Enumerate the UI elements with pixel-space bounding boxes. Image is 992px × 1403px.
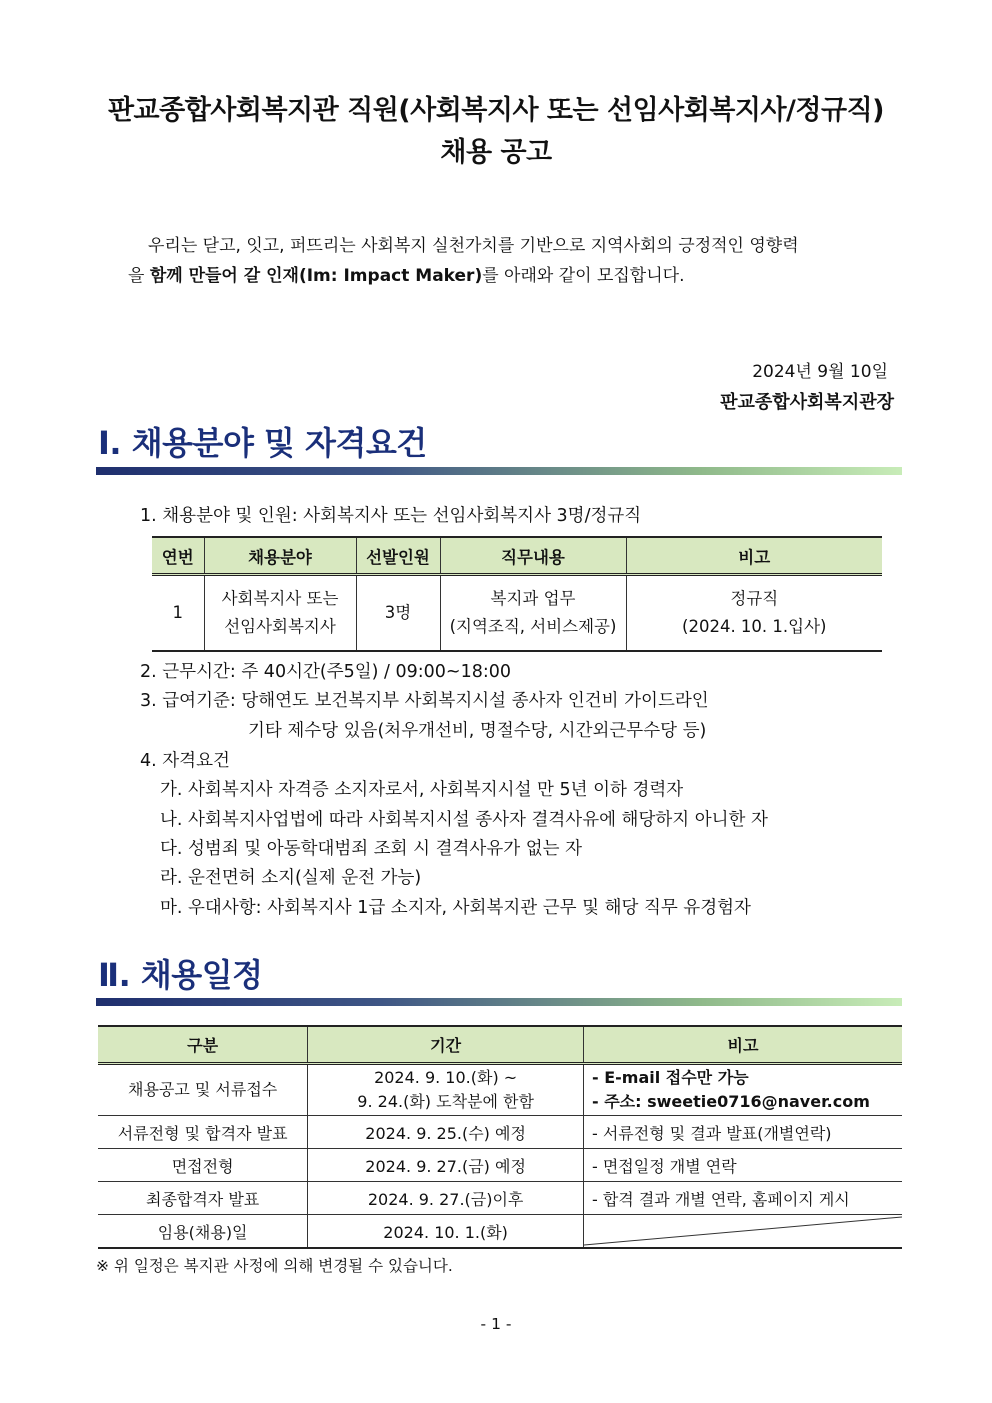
section-1-heading: Ⅰ. 채용분야 및 자격요건 [98,424,427,462]
cell-duty-line-2: (지역조직, 서비스제공) [449,617,617,636]
section-1-item-4: 4. 자격요건 [140,751,230,771]
table-row [98,1116,902,1149]
section-1-item-1: 1. 채용분야 및 인원: 사회복지사 또는 선임사회복지사 3명/정규직 [140,506,642,526]
requirement-item: 가. 사회복지사 자격증 소지자로서, 사회복지시설 만 5년 이하 경력자 [160,780,684,800]
requirement-item: 라. 운전면허 소지(실제 운전 가능) [160,868,422,888]
section-1-item-3: 3. 급여기준: 당해연도 보건복지부 사회복지시설 종사자 인건비 가이드라인 [140,691,709,711]
cell-remark-empty [583,1215,902,1249]
table-row [98,1149,902,1182]
cell-duty [440,575,626,652]
cell-period: 2024. 9. 27.(금) 예정 [308,1149,584,1182]
cell-remark: - 합격 결과 개별 연락, 홈페이지 게시 [583,1182,902,1215]
cell-period: 2024. 10. 1.(화) [308,1215,584,1249]
table-header-row [152,537,882,575]
cell-note [626,575,882,652]
cell-note-line-2: (2024. 10. 1.입사) [682,617,827,636]
schedule-table [98,1025,902,1249]
footnote: ※ 위 일정은 복지관 사정에 의해 변경될 수 있습니다. [96,1257,453,1275]
cell-remark-line-2: - 주소: sweetie0716@naver.com [591,1092,870,1111]
cell-duty-line-1: 복지과 업무 [490,589,576,608]
table-row [98,1064,902,1116]
header-count: 선발인원 [356,537,440,575]
table-row [98,1215,902,1249]
table-row [98,1182,902,1215]
section-1-item-2: 2. 근무시간: 주 40시간(주5일) / 09:00~18:00 [140,662,512,682]
cell-stage: 채용공고 및 서류접수 [98,1064,308,1116]
section-2-heading: Ⅱ. 채용일정 [98,956,263,994]
header-period: 기간 [308,1026,584,1064]
requirement-item: 다. 성범죄 및 아동학대범죄 조회 시 결격사유가 없는 자 [160,839,582,859]
recruitment-field-table [152,536,882,652]
section-2-divider [96,998,902,1006]
cell-remark-line-1: - E-mail 접수만 가능 [591,1068,749,1087]
cell-field-line-2: 선임사회복지사 [224,617,336,636]
cell-stage: 최종합격자 발표 [98,1182,308,1215]
notice-date: 2024년 9월 10일 [752,362,888,382]
cell-count: 3명 [356,575,440,652]
cell-period [308,1064,584,1116]
cell-field [204,575,356,652]
cell-period-line-1: 2024. 9. 10.(화) ~ [374,1068,518,1087]
diagonal-line [584,1216,902,1246]
page-title: 판교종합사회복지관 직원(사회복지사 또는 선임사회복지사/정규직) [107,95,885,126]
intro-line-2 [128,260,684,293]
header-note: 비고 [626,537,882,575]
table-header-row [98,1026,902,1064]
requirement-item: 마. 우대사항: 사회복지사 1급 소지자, 사회복지관 근무 및 해당 직무 유경험자 [160,898,751,918]
cell-stage: 임용(채용)일 [98,1215,308,1249]
cell-period: 2024. 9. 25.(수) 예정 [308,1116,584,1149]
intro-line-2-bold: 함께 만들어 갈 인재(Im: Impact Maker) [149,266,483,286]
page-subtitle: 채용 공고 [440,137,552,168]
requirement-item: 나. 사회복지사업법에 따라 사회복지시설 종사자 결격사유에 해당하지 아니한 자 [160,810,768,830]
organization-name: 판교종합사회복지관장 [720,392,894,413]
table-row [152,575,882,652]
section-1-item-3-cont: 기타 제수당 있음(처우개선비, 명절수당, 시간외근무수당 등) [248,721,707,741]
cell-stage: 면접전형 [98,1149,308,1182]
page-number: - 1 - [480,1315,512,1333]
cell-remark [583,1064,902,1116]
header-remark: 비고 [583,1026,902,1064]
intro-line-2-pre: 을 [128,266,150,286]
cell-period-line-2: 9. 24.(화) 도착분에 한함 [357,1092,534,1111]
intro-line-1: 우리는 닫고, 잇고, 퍼뜨리는 사회복지 실천가치를 기반으로 지역사회의 긍정적인 영향력 [148,236,799,256]
header-field: 채용분야 [204,537,356,575]
cell-no: 1 [152,575,204,652]
cell-remark: - 면접일정 개별 연락 [583,1149,902,1182]
cell-period: 2024. 9. 27.(금)이후 [308,1182,584,1215]
header-no: 연번 [152,537,204,575]
cell-stage: 서류전형 및 합격자 발표 [98,1116,308,1149]
header-stage: 구분 [98,1026,308,1064]
header-duty: 직무내용 [440,537,626,575]
cell-remark: - 서류전형 및 결과 발표(개별연락) [583,1116,902,1149]
section-1-divider [96,467,902,475]
intro-line-2-post: 를 아래와 같이 모집합니다. [482,266,685,286]
cell-note-line-1: 정규직 [730,589,779,608]
cell-field-line-1: 사회복지사 또는 [221,589,339,608]
